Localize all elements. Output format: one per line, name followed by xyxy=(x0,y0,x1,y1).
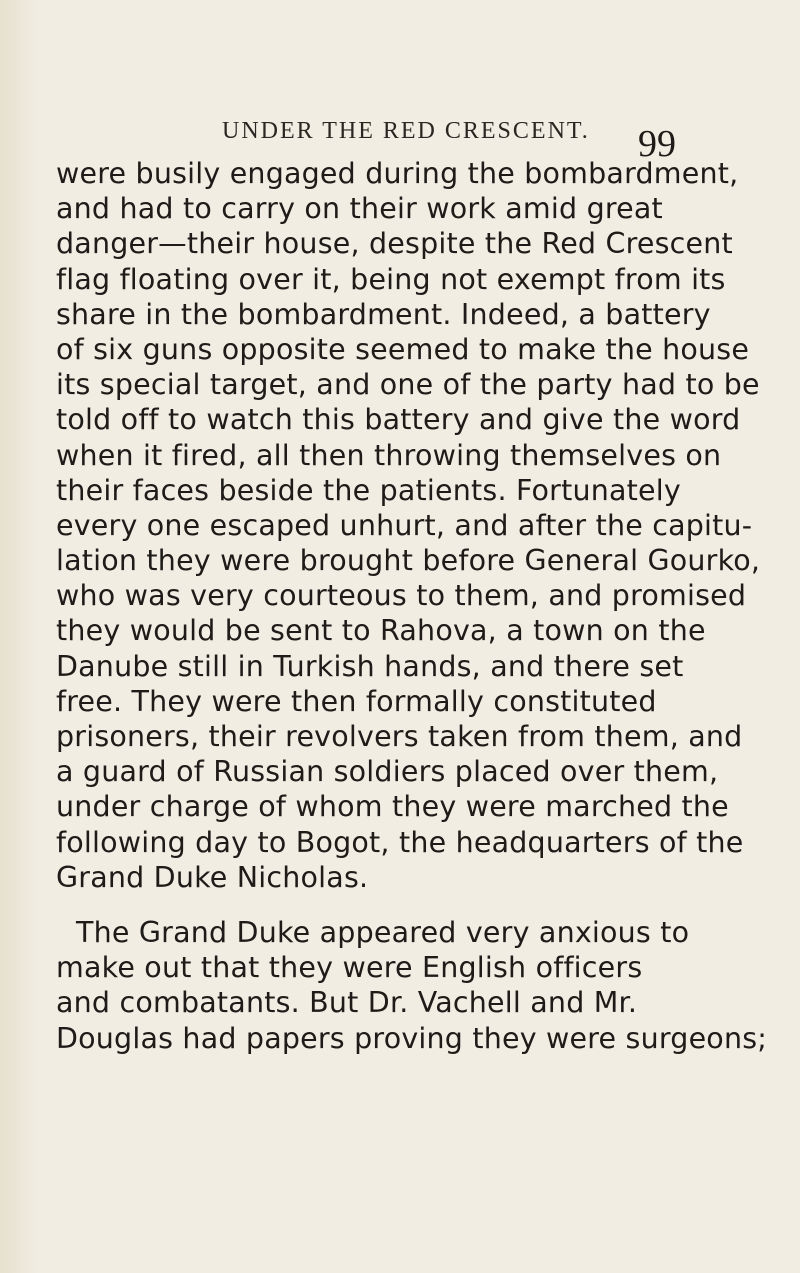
page-number: 99 xyxy=(638,123,676,165)
text-line: told off to watch this battery and give the word xyxy=(56,403,741,437)
text-line: flag floating over it, being not exempt from its xyxy=(56,262,726,296)
text-line: who was very courteous to them, and promised xyxy=(56,579,747,613)
text-line: they would be sent to Rahova, a town on the xyxy=(56,614,706,648)
text-line: of six guns opposite seemed to make the house xyxy=(56,332,750,366)
body-text xyxy=(56,156,768,1056)
text-line: every one escaped unhurt, and after the capitu- xyxy=(56,508,753,542)
text-line: Danube still in Turkish hands, and there set xyxy=(56,649,684,683)
text-line: its special target, and one of the party had to be xyxy=(56,368,760,402)
text-line: under charge of whom they were marched the xyxy=(56,790,729,824)
text-line: danger—their house, despite the Red Crescent xyxy=(56,227,733,261)
paragraph-1 xyxy=(56,156,761,895)
text-line: free. They were then formally constituted xyxy=(56,684,657,718)
text-line: when it fired, all then throwing themselves on xyxy=(56,438,722,472)
text-line: and combatants. But Dr. Vachell and Mr. xyxy=(56,986,638,1020)
page-edge-shading xyxy=(0,0,40,1273)
running-title: UNDER THE RED CRESCENT. xyxy=(222,118,590,144)
text-line: make out that they were English officers xyxy=(56,951,643,985)
text-line: and had to carry on their work amid great xyxy=(56,192,663,226)
paragraph-2 xyxy=(56,915,768,1056)
text-line: prisoners, their revolvers taken from them, and xyxy=(56,720,743,753)
text-line: were busily engaged during the bombardment, xyxy=(56,157,739,190)
text-line: their faces beside the patients. Fortunately xyxy=(56,473,681,507)
text-line: Grand Duke Nicholas. xyxy=(56,860,369,894)
text-line: The Grand Duke appeared very anxious to xyxy=(76,915,690,949)
paragraph-gap xyxy=(56,895,746,915)
text-line: Douglas had papers proving they were surgeons; xyxy=(56,1021,768,1055)
text-line: following day to Bogot, the headquarters of the xyxy=(56,825,744,859)
text-line: share in the bombardment. Indeed, a battery xyxy=(56,297,711,331)
text-line: a guard of Russian soldiers placed over them, xyxy=(56,755,719,789)
text-line: lation they were brought before General Gourko, xyxy=(56,544,761,578)
